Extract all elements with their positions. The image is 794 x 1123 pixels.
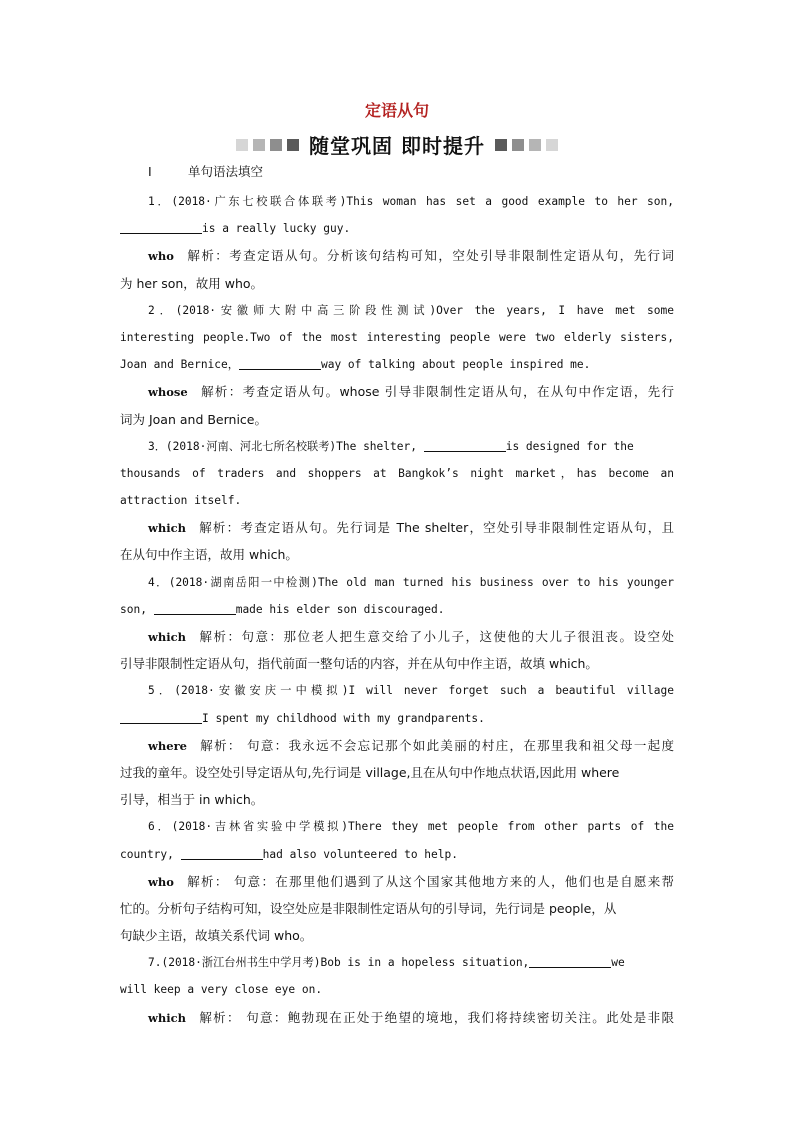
answer-2-line-1: [120, 378, 674, 405]
question-1-line-2: [120, 215, 674, 242]
question-text: we: [611, 956, 625, 970]
answer-4-line-2: 引导非限制性定语从句，指代前面一整句话的内容，并在从句中作主语，故填 which。: [120, 656, 598, 672]
answer-blank: [120, 711, 202, 724]
exercise-list: [120, 188, 674, 1031]
explanation-text: 解析：考查定语从句。whose 引导非限制性定语从句，在从句中作定语，先行: [199, 384, 674, 400]
question-2-line-3: [120, 351, 674, 378]
section-heading: [148, 162, 263, 180]
decor-square: [495, 139, 507, 151]
question-5-line-2: [120, 705, 674, 732]
question-text: son,: [120, 602, 147, 616]
answer-word: who: [148, 874, 174, 889]
answer-blank: [120, 221, 202, 234]
question-5-line-1: 5．(2018·安徽安庆一中模拟)I will never forget such a beautiful village: [148, 684, 674, 698]
section-banner: [0, 130, 794, 159]
banner-left-decoration: [236, 139, 299, 151]
answer-blank: [154, 602, 236, 615]
explanation-text: 解析：考查定语从句。先行词是 The shelter，空处引导非限制性定语从句，且: [198, 520, 674, 536]
answer-word: which: [148, 521, 186, 536]
question-text: had also volunteered to help.: [262, 847, 458, 861]
decor-square: [287, 139, 299, 151]
decor-square: [253, 139, 265, 151]
answer-5-line-3: 引导，相当于 in which。: [120, 792, 264, 808]
answer-word: where: [148, 738, 187, 753]
explanation-text: 解析：考查定语从句。分析该句结构可知，空处引导非限制性定语从句，先行词: [185, 248, 674, 264]
answer-word: who: [148, 249, 174, 264]
answer-3-line-2: 在从句中作主语，故用 which。: [120, 547, 298, 563]
answer-7-line-1: [120, 1004, 674, 1031]
question-4-line-1: 4．(2018·湖南岳阳一中检测)The old man turned his business over to his younger: [148, 575, 674, 589]
document-title: 定语从句: [364, 101, 429, 120]
explanation-text: 解析： 句意：在那里他们遇到了从这个国家其他地方来的人，他们也是自愿来帮: [185, 873, 674, 889]
explanation-text: 解析： 句意：鲍勃现在正处于绝望的境地，我们将持续密切关注。此处是非限: [198, 1009, 674, 1025]
question-3-line-1: [120, 433, 674, 460]
question-text: made his elder son discouraged.: [235, 602, 445, 616]
decor-square: [546, 139, 558, 151]
decor-square: [236, 139, 248, 151]
answer-1-line-2: 为 her son，故用 who。: [120, 275, 264, 291]
question-text: Joan and Bernice，: [120, 358, 239, 372]
decor-square: [270, 139, 282, 151]
answer-word: which: [148, 1010, 186, 1025]
explanation-text: 解析： 句意：我永远不会忘记那个如此美丽的村庄，在那里我和祖父母一起度: [198, 737, 674, 753]
answer-blank: [239, 357, 321, 370]
question-7-line-1: [120, 949, 674, 976]
question-6-line-1: 6．(2018·吉林省实验中学模拟)There they met people from other parts of the: [148, 820, 674, 834]
question-text: I spent my childhood with my grandparents.: [202, 711, 485, 725]
question-2-line-1: 2．(2018·安徽师大附中高三阶段性测试)Over the years, I have met some: [148, 303, 674, 317]
answer-blank: [181, 847, 263, 860]
section-number: Ⅰ: [148, 164, 152, 179]
explanation-text: 解析：句意：那位老人把生意交给了小儿子，这使他的大儿子很沮丧。设空处: [198, 629, 674, 644]
answer-word: which: [148, 630, 186, 644]
question-6-line-2: [120, 841, 674, 868]
question-text: country,: [120, 847, 174, 861]
answer-5-line-1: [120, 732, 674, 759]
answer-2-line-2: 词为 Joan and Bernice。: [120, 411, 267, 427]
question-text: is a really lucky guy.: [202, 222, 351, 236]
banner-heading: 随堂巩固 即时提升: [309, 134, 485, 158]
question-3-line-2: thousands of traders and shoppers at Bangkok’s night market，has become an: [120, 466, 674, 480]
answer-6-line-1: [120, 868, 674, 895]
question-text: 3．(2018·河南、河北七所名校联考)The shelter,: [148, 439, 417, 453]
answer-3-line-1: [120, 514, 674, 541]
banner-right-decoration: [495, 139, 558, 151]
question-2-line-2: interesting people.Two of the most interesting people were two elderly sisters,: [120, 330, 674, 344]
answer-word: whose: [148, 385, 188, 400]
answer-blank: [529, 955, 611, 968]
question-text: way of talking about people inspired me.: [320, 358, 591, 372]
question-text: 7.(2018·浙江台州书生中学月考)Bob is in a hopeless situation,: [148, 956, 530, 970]
answer-1-line-1: [120, 242, 674, 269]
decor-square: [512, 139, 524, 151]
answer-6-line-2: 忙的。分析句子结构可知，设空处应是非限制性定语从句的引导词，先行词是 people，从: [120, 900, 617, 916]
question-text: is designed for the: [505, 439, 634, 453]
question-7-line-2: will keep a very close eye on.: [120, 983, 323, 997]
question-1-line-1: 1．(2018·广东七校联合体联考)This woman has set a good example to her son,: [148, 195, 674, 208]
section-label: 单句语法填空: [188, 164, 264, 179]
answer-blank: [424, 439, 506, 452]
decor-square: [529, 139, 541, 151]
question-3-line-3: attraction itself.: [120, 494, 242, 508]
answer-5-line-2: 过我的童年。设空处引导定语从句,先行词是 village,且在从句中作地点状语,因此用 where: [120, 764, 620, 780]
question-4-line-2: [120, 596, 674, 623]
answer-4-line-1: [120, 623, 674, 650]
answer-6-line-3: 句缺少主语，故填关系代词 who。: [120, 928, 313, 944]
